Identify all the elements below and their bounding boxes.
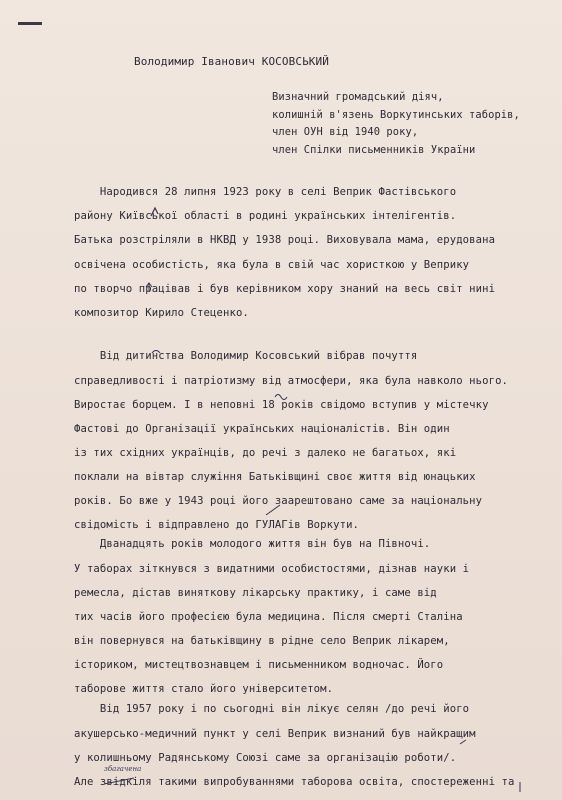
body-line: Фастові до Організації українських націоналістів. Він один xyxy=(74,423,450,435)
body-line: У таборах зіткнувся з видатними особистостями, дізнав науки і xyxy=(74,563,470,575)
body-line: Батька розстріляли в НКВД у 1938 році. Виховувала мама, ерудована xyxy=(74,234,496,246)
subtitle-line: колишній в'язень Воркутинських таборів, xyxy=(272,109,520,121)
body-line: у колишньому Радянському Союзі саме за організацію роботи/. xyxy=(74,752,457,764)
body-line: по творчо працівав і був керівником хору знаний на весь світ нині xyxy=(74,283,496,295)
body-line: він повернувся на батьківщину в рідне село Веприк лікарем, xyxy=(74,635,450,647)
body-line: свідомість і відправлено до ГУЛАГів Воркути. xyxy=(74,519,360,531)
body-line: Але звідкіля такими випробуваннями таборова освіта, спостереженні та xyxy=(74,776,515,788)
body-line: освічена особистість, яка була в свій час хористкою у Веприку xyxy=(74,259,470,271)
body-line: Виростає борцем. І в неповні 18 років свідомо вступив у містечку xyxy=(74,399,489,411)
body-line: поклали на вівтар служіння Батьківщині своє життя від юнацьких xyxy=(74,471,476,483)
handwritten-margin-note: збагачена xyxy=(104,765,142,773)
body-line: тих часів його професією була медицина. Після смерті Сталіна xyxy=(74,611,463,623)
subtitle-line: Визначний громадський діяч, xyxy=(272,91,444,103)
body-line: із тих східних українців, до речі з далеко не багатьох, які xyxy=(74,447,457,459)
body-line: Дванадцять років молодого життя він був на Півночі. xyxy=(74,538,431,550)
body-line: справедливості і патріотизму від атмосфери, яка була навколо нього. xyxy=(74,375,509,387)
body-line: Від 1957 року і по сьогодні він лікує селян /до речі його xyxy=(74,703,470,715)
subtitle-line: член ОУН від 1940 року, xyxy=(272,126,419,138)
body-line: акушерсько-медичний пункт у селі Веприк визнаний був найкращим xyxy=(74,728,476,740)
body-line: Народився 28 липня 1923 року в селі Веприк Фастівського xyxy=(74,186,457,198)
body-line: істориком, мистецтвознавцем і письменником водночас. Його xyxy=(74,659,444,671)
body-line: років. Бо вже у 1943 році його заарештовано саме за національну xyxy=(74,495,483,507)
body-line: Від дитинства Володимир Косовський вібрав почуття xyxy=(74,350,418,362)
body-line: району Київської області в родині українських інтелігентів. xyxy=(74,210,457,222)
document-title: Володимир Іванович КОСОВСЬКИЙ xyxy=(134,55,329,68)
body-line: таборове життя стало його університетом. xyxy=(74,683,334,695)
subtitle-line: член Спілки письменників України xyxy=(272,144,476,156)
body-line: композитор Кирило Стеценко. xyxy=(74,307,249,319)
body-line: ремесла, дістав виняткову лікарську практику, і саме від xyxy=(74,587,437,599)
